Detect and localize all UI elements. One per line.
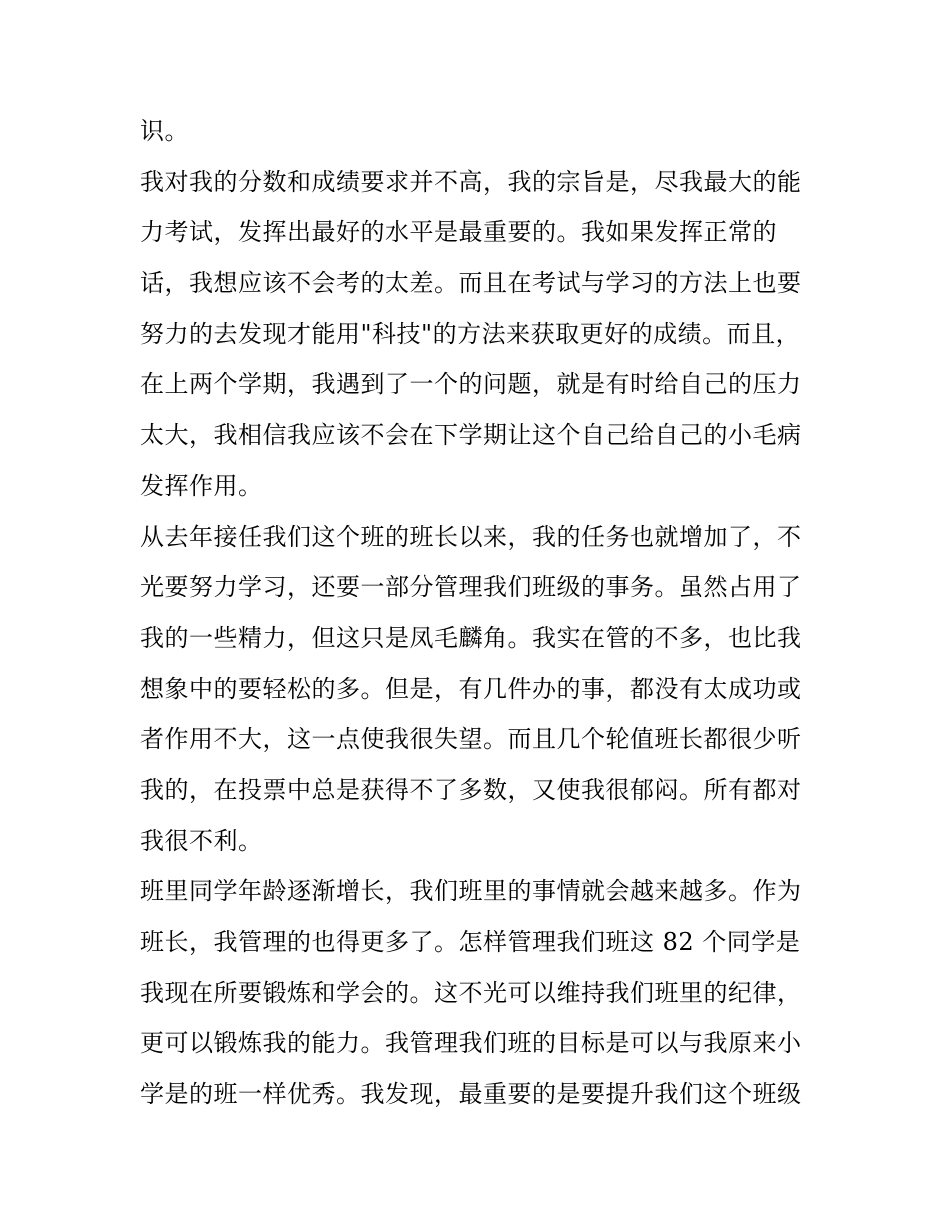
text-line: 更可以锻炼我的能力。我管理我们班的目标是可以与我原来小	[140, 1029, 802, 1058]
text-line: 我对我的分数和成绩要求并不高，我的宗旨是，尽我最大的能	[140, 167, 802, 196]
body-text	[140, 106, 820, 1120]
text-line: 识。	[140, 117, 189, 145]
text-line: 太大，我相信我应该不会在下学期让这个自己给自己的小毛病	[140, 421, 802, 450]
text-line: 班里同学年龄逐渐增长，我们班里的事情就会越来越多。作为	[140, 877, 802, 906]
text-line: 班长，我管理的也得更多了。怎样管理我们班这 82 个同学是	[140, 928, 801, 956]
text-line: 力考试，发挥出最好的水平是最重要的。我如果发挥正常的	[140, 218, 777, 247]
text-line: 我的一些精力，但这只是凤毛麟角。我实在管的不多，也比我	[140, 623, 802, 652]
text-line: 光要努力学习，还要一部分管理我们班级的事务。虽然占用了	[140, 573, 802, 602]
text-line: 我现在所要锻炼和学会的。这不光可以维持我们班里的纪律，	[140, 978, 802, 1007]
text-line: 努力的去发现才能用"科技"的方法来获取更好的成绩。而且，	[140, 319, 801, 348]
text-line: 学是的班一样优秀。我发现，最重要的是要提升我们这个班级	[140, 1080, 802, 1109]
text-line: 发挥作用。	[140, 471, 263, 500]
text-line: 者作用不大，这一点使我很失望。而且几个轮值班长都很少听	[140, 725, 802, 754]
text-line: 在上两个学期，我遇到了一个的问题，就是有时给自己的压力	[140, 370, 802, 399]
text-line: 我很不利。	[140, 826, 263, 855]
text-line: 从去年接任我们这个班的班长以来，我的任务也就增加了，不	[140, 522, 802, 551]
text-line: 话，我想应该不会考的太差。而且在考试与学习的方法上也要	[140, 269, 802, 298]
text-line: 我的，在投票中总是获得不了多数，又使我很郁闷。所有都对	[140, 775, 802, 804]
text-line: 想象中的要轻松的多。但是，有几件办的事，都没有太成功或	[140, 674, 802, 703]
